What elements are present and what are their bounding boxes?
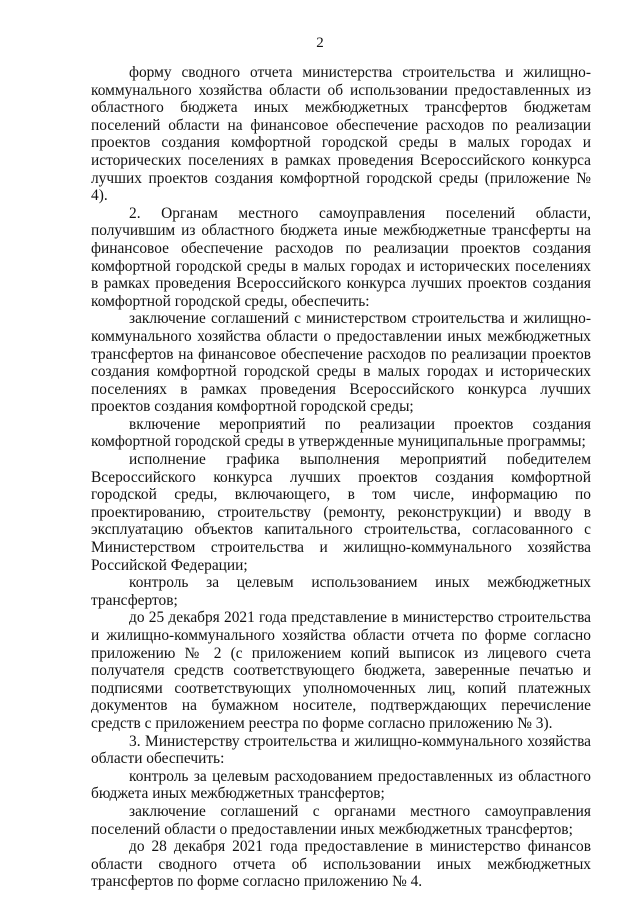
paragraph-section-3: 3. Министерству строительства и жилищно-коммунального хозяйства области обеспечить: <box>91 732 591 768</box>
paragraph-report-by-dec-25: до 25 декабря 2021 года представление в министерство строительства и жилищно-коммунального хозяйства области отчета по форме согласно приложению № 2 (с приложением копий выписок из лицевого счета получателя средств соответствующего бюджета, заверенные печатью и подписями соответствующих уполномоченных лиц, копий платежных документов на бумажном носителе, подтверждающих перечисление средств с приложением реестра по форме согласно приложению № 3). <box>91 609 591 732</box>
paragraph-report-by-dec-28: до 28 декабря 2021 года предоставление в министерство финансов области сводного отчета об использовании иных межбюджетных трансфертов по форме согласно приложению № 4. <box>91 838 591 891</box>
document-body <box>91 64 591 891</box>
paragraph-target-use-control: контроль за целевым использованием иных межбюджетных трансфертов; <box>91 574 591 609</box>
paragraph-section-2: 2. Органам местного самоуправления поселений области, получившим из областного бюджета иные межбюджетные трансферты на финансовое обеспечение расходов по реализации проектов создания комфортной городской среды в малых городах и исторических поселениях в рамках проведения Всероссийского конкурса лучших проектов создания комфортной городской среды, обеспечить: <box>91 204 591 310</box>
page-number: 2 <box>316 35 324 51</box>
paragraph-agreements-with-ministry: заключение соглашений с министерством строительства и жилищно-коммунального хозяйства области о предоставлении иных межбюджетных трансфертов на финансовое обеспечение расходов по реализации проектов создания комфортной городской среды в малых городах и исторических поселениях в рамках проведения Всероссийского конкурса лучших проектов создания комфортной городской среды; <box>91 310 591 416</box>
paragraph-agreements-with-local-authorities: заключение соглашений с органами местного самоуправления поселений области о предоставлении иных межбюджетных трансфертов; <box>91 802 591 838</box>
paragraph-include-measures: включение мероприятий по реализации проектов создания комфортной городской среды в утвержденные муниципальные программы; <box>91 415 591 451</box>
paragraph-schedule-execution: исполнение графика выполнения мероприятий победителем Всероссийского конкурса лучших проектов создания комфортной городской среды, включающего, в том числе, информацию по проектированию, строительству (ремонту, реконструкции) и вводу в эксплуатацию объектов капитального строительства, согласованного с Министерством строительства и жилищно-коммунального хозяйства Российской Федерации; <box>91 451 591 574</box>
paragraph-report-form: форму сводного отчета министерства строительства и жилищно-коммунального хозяйства области об использовании предоставленных из областного бюджета иных межбюджетных трансфертов бюджетам поселений области на финансовое обеспечение расходов по реализации проектов создания комфортной городской среды в малых городах и исторических поселениях в рамках проведения Всероссийского конкурса лучших проектов создания комфортной городской среды (приложение № 4). <box>91 64 591 205</box>
paragraph-spending-control: контроль за целевым расходованием предоставленных из областного бюджета иных межбюджетных трансфертов; <box>91 767 591 803</box>
